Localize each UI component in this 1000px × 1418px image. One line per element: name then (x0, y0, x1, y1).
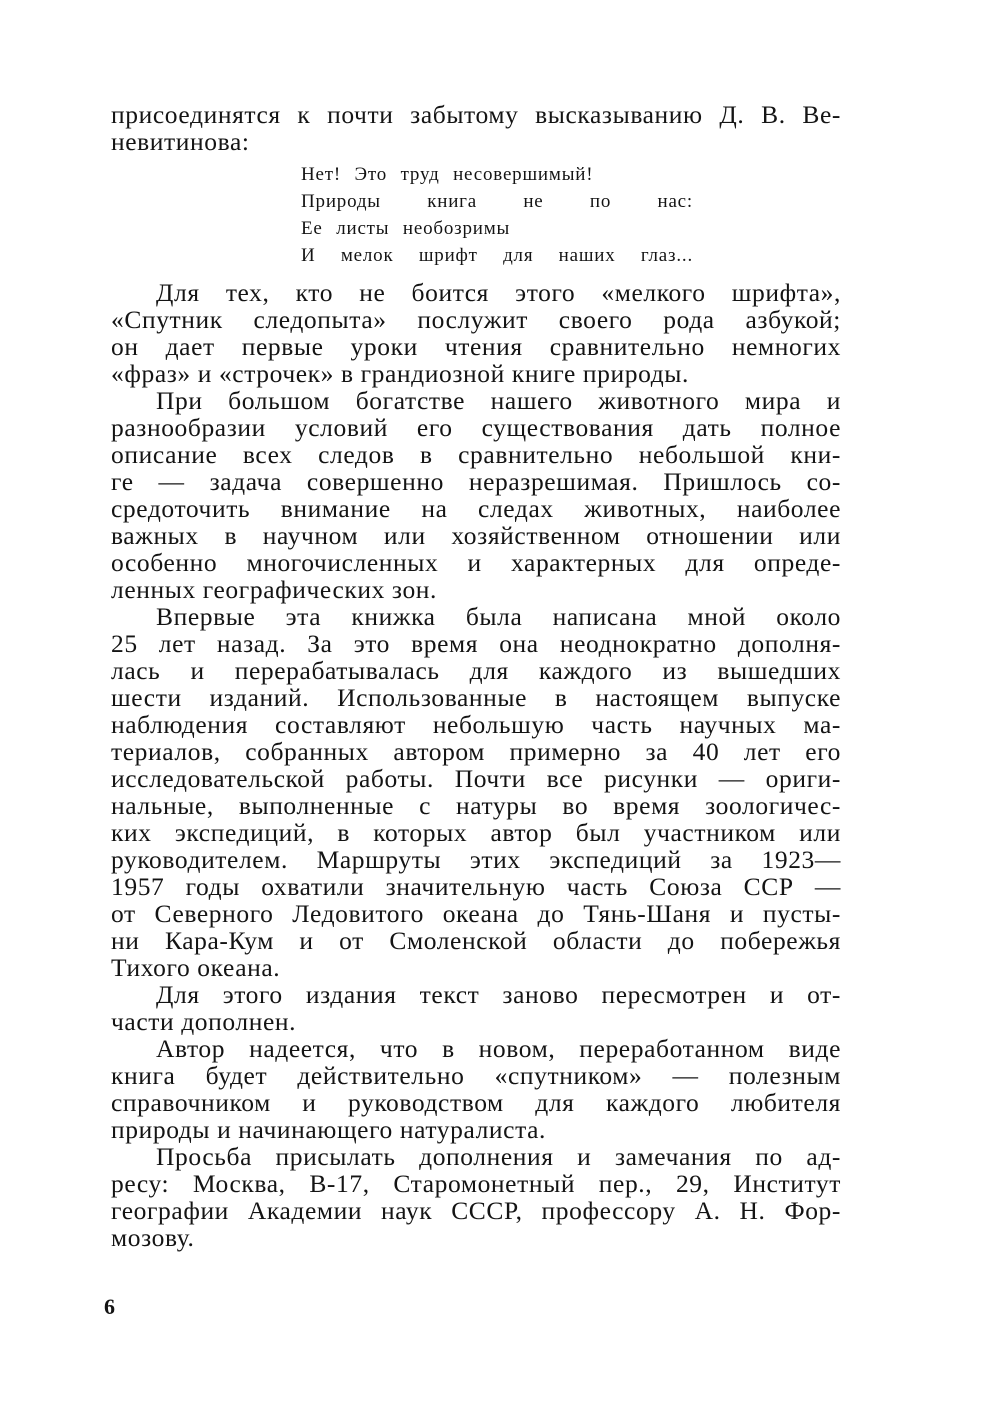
text-line: ни Кара-Кум и от Смоленской области до побережья (111, 926, 841, 955)
text-line: Просьба присылать дополнения и замечания по ад- (156, 1142, 841, 1171)
text-line: присоединятся к почти забытому высказыванию Д. В. Ве- (111, 100, 841, 129)
text-line: книга будет действительно «спутником» — полезным (111, 1061, 841, 1090)
page-number: 6 (104, 1294, 115, 1319)
text-line: справочником и руководством для каждого любителя (111, 1088, 841, 1117)
text-line: средоточить внимание на следах животных, наиболее (111, 494, 841, 523)
text-line: 1957 годы охватили значительную часть Союза ССР — (111, 872, 841, 901)
text-line: от Северного Ледовитого океана до Тянь-Шаня и пусты- (111, 899, 841, 928)
text-line: описание всех следов в сравнительно небольшой кни- (111, 440, 841, 469)
text-line: ресу: Москва, В-17, Старомонетный пер., 29, Институт (111, 1169, 841, 1198)
poem-line: Природы книга не по нас: (301, 191, 693, 212)
text-line: Автор надеется, что в новом, переработанном виде (156, 1034, 841, 1063)
text-line: невитинова: (111, 127, 250, 156)
text-line: руководителем. Маршруты этих экспедиций за 1923— (111, 845, 841, 874)
text-line: разнообразии условий его существования дать полное (111, 413, 841, 442)
page-body (111, 101, 841, 1251)
text-line: важных в научном или хозяйственном отношении или (111, 521, 841, 550)
paragraph-5 (111, 1035, 841, 1143)
text-line: он дает первые уроки чтения сравнительно немногих (111, 332, 841, 361)
text-line: Тихого океана. (111, 953, 281, 982)
paragraph-4 (111, 981, 841, 1035)
text-line: исследовательской работы. Почти все рисунки — ориги- (111, 764, 841, 793)
poem-line: Нет! Это труд несовершимый! (301, 164, 594, 185)
text-line: особенно многочисленных и характерных для опреде- (111, 548, 841, 577)
intro-paragraph (111, 101, 841, 155)
poem-line: И мелок шрифт для наших глаз... (301, 245, 693, 266)
paragraph-6 (111, 1143, 841, 1251)
text-line: нальные, выполненные с натуры во время зоологичес- (111, 791, 841, 820)
text-line: ких экспедиций, в которых автор был участником или (111, 818, 841, 847)
text-line: Впервые эта книжка была написана мной около (156, 602, 841, 631)
text-line: географии Академии наук СССР, профессору А. Н. Фор- (111, 1196, 841, 1225)
text-line: природы и начинающего натуралиста. (111, 1115, 547, 1144)
poem-line: Ее листы необозримы (301, 218, 511, 239)
text-line: наблюдения составляют небольшую часть научных ма- (111, 710, 841, 739)
text-line: 25 лет назад. За это время она неоднократно дополня- (111, 629, 841, 658)
text-line: «Спутник следопыта» послужит своего рода азбукой; (111, 305, 841, 334)
text-line: части дополнен. (111, 1007, 297, 1036)
text-line: ге — задача совершенно неразрешимая. Пришлось со- (111, 467, 841, 496)
poem-quote (301, 161, 693, 269)
paragraph-1 (111, 279, 841, 387)
text-line: При большом богатстве нашего животного мира и (156, 386, 841, 415)
text-line: лась и перерабатывалась для каждого из вышедших (111, 656, 841, 685)
text-line: шести изданий. Использованные в настоящем выпуске (111, 683, 841, 712)
text-line: мозову. (111, 1223, 195, 1252)
paragraph-2 (111, 387, 841, 603)
paragraph-3 (111, 603, 841, 981)
text-line: ленных географических зон. (111, 575, 438, 604)
text-line: Для тех, кто не боится этого «мелкого шрифта», (156, 278, 841, 307)
text-line: «фраз» и «строчек» в грандиозной книге природы. (111, 359, 690, 388)
text-line: Для этого издания текст заново пересмотрен и от- (156, 980, 841, 1009)
text-line: териалов, собранных автором примерно за 40 лет его (111, 737, 841, 766)
